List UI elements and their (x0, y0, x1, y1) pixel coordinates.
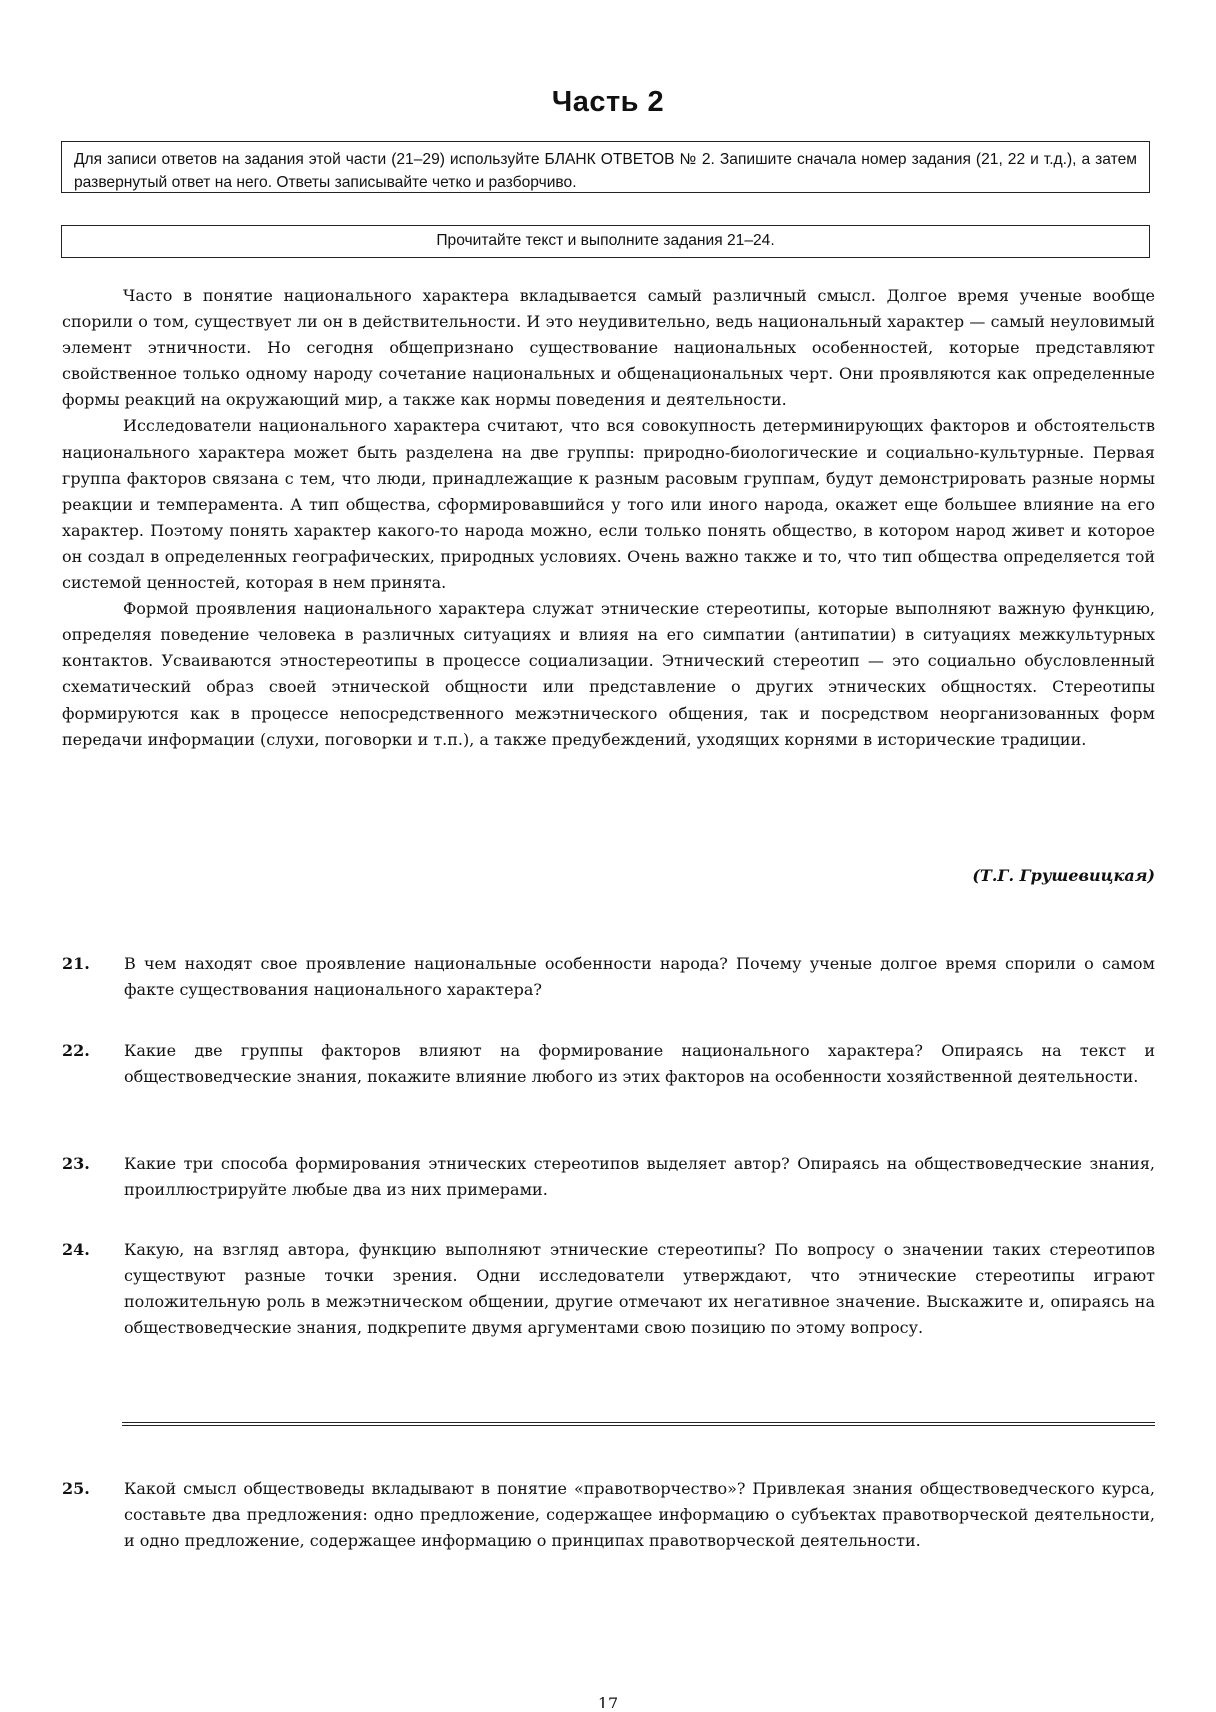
question-22 (62, 1038, 1155, 1090)
reading-instruction-text: Прочитайте текст и выполните задания 21–24. (436, 232, 775, 249)
question-number: 22. (62, 1041, 90, 1060)
question-21 (62, 951, 1155, 1003)
reading-instruction-box (61, 225, 1150, 258)
answer-instructions-text: Для записи ответов на задания этой части (21–29) используйте БЛАНК ОТВЕТОВ № 2. Запишите сначала номер задания (21, 22 и т.д.), а затем развернутый ответ на него. Ответы записывайте четко и разборчиво. (74, 151, 1137, 191)
question-text: В чем находят свое проявление национальные особенности народа? Почему ученые долгое время спорили о самом факте существования национального характера? (124, 954, 1155, 1000)
question-number: 25. (62, 1479, 90, 1498)
question-text: Какие две группы факторов влияют на формирование национального характера? Опираясь на текст и обществоведческие знания, покажите влияние любого из этих факторов на особенности хозяйственной деятельности. (124, 1041, 1155, 1087)
question-number: 21. (62, 954, 90, 973)
question-24 (62, 1237, 1155, 1341)
question-text: Какую, на взгляд автора, функцию выполняют этнические стереотипы? По вопросу о значении таких стереотипов существуют разные точки зрения. Одни исследователи утверждают, что этнические стереотипы играют положительную роль в межэтническом общении, другие отмечают их негативное значение. Выскажите и, опираясь на обществоведческие знания, подкрепите двумя аргументами свою позицию по этому вопросу. (124, 1240, 1155, 1338)
answer-instructions-box (61, 141, 1150, 193)
text-paragraph: Исследователи национального характера считают, что вся совокупность детерминирующих факторов и обстоятельств национального характера может быть разделена на две группы: природно-биологические и социально-культурные. Первая группа факторов связана с тем, что люди, принадлежащие к разным расовым группам, будут демонстрировать разные нормы реакции и темперамента. А тип общества, сформировавшийся у того или иного народа, окажет еще большее влияние на его характер. Поэтому понять характер какого-то народа можно, если только понять общество, в котором народ живет и которое он создал в определенных географических, природных условиях. Очень важно также и то, что тип общества определяется той системой ценностей, которая в нем принята. (62, 416, 1155, 593)
source-text (62, 283, 1155, 753)
question-23 (62, 1151, 1155, 1203)
text-paragraph: Формой проявления национального характера служат этнические стереотипы, которые выполняют важную функцию, определяя поведение человека в различных ситуациях и влияя на его симпатии (антипатии) в ситуациях межкультурных контактов. Усваиваются этностереотипы в процессе социализации. Этнический стереотип — это социально обусловленный схематический образ своей этнической общности или представление о других этнических общностях. Стереотипы формируются как в процессе непосредственного межэтнического общения, так и посредством неорганизованных форм передачи информации (слухи, поговорки и т.п.), а также предубеждений, уходящих корнями в исторические традиции. (62, 599, 1155, 749)
page-number: 17 (597, 1696, 619, 1708)
question-text: Какой смысл обществоведы вкладывают в понятие «правотворчество»? Привлекая знания обществоведческого курса, составьте два предложения: одно предложение, содержащее информацию о субъектах правотворческой деятельности, и одно предложение, содержащее информацию о принципах правотворческой деятельности. (124, 1479, 1155, 1551)
question-number: 24. (62, 1240, 90, 1259)
text-paragraph: Часто в понятие национального характера вкладывается самый различный смысл. Долгое время ученые вообще спорили о том, существует ли он в действительности. И это неудивительно, ведь национальный характер — самый неуловимый элемент этничности. Но сегодня общепризнано существование национальных особенностей, которые представляют свойственное только одному народу сочетание национальных и общенациональных черт. Они проявляются как определенные формы реакций на окружающий мир, а также как нормы поведения и деятельности. (62, 286, 1155, 410)
text-author: (Т.Г. Грушевицкая) (972, 866, 1155, 885)
page-title: Часть 2 (551, 86, 665, 118)
question-text: Какие три способа формирования этнических стереотипов выделяет автор? Опираясь на обществоведческие знания, проиллюстрируйте любые два из них примерами. (124, 1154, 1155, 1200)
question-25 (62, 1476, 1155, 1554)
section-divider (122, 1422, 1155, 1426)
question-number: 23. (62, 1154, 90, 1173)
